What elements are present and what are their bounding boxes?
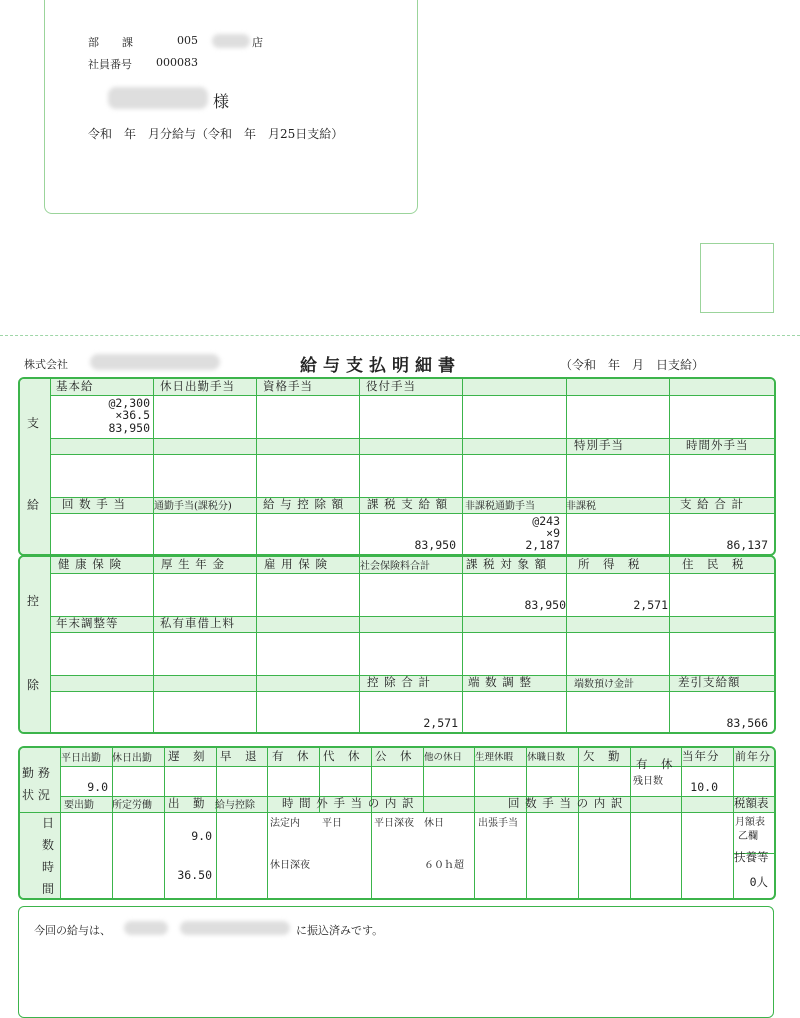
label-paid-remaining: 有 休 <box>636 757 674 771</box>
label-remaining-days: 残日数 <box>633 776 663 787</box>
label-other-holiday: 他の休日 <box>424 752 463 763</box>
payments-side-top: 支 <box>27 416 40 430</box>
remaining-days-value: 10.0 <box>690 780 718 794</box>
label-income-tax: 所 得 税 <box>578 557 641 571</box>
employee-number: 000083 <box>156 56 198 69</box>
label-trip-allowance: 出張手当 <box>478 818 518 829</box>
label-ot-legal: 法定内 <box>270 818 300 829</box>
label-paid-leave: 有 休 <box>272 749 310 763</box>
tax-table-monthly: 月額表 <box>735 817 765 828</box>
commute-amount: 2,187 <box>525 538 560 552</box>
attendance-side-days-2: 数 <box>42 838 55 852</box>
dept-suffix: 店 <box>252 36 263 49</box>
attendance-side-bottom: 状 況 <box>22 788 50 802</box>
label-weekday-work: 平日出勤 <box>61 753 101 764</box>
document-title: 給与支払明細書 <box>300 356 461 376</box>
label-year-end-adjustment: 年末調整等 <box>56 616 119 630</box>
perforation-line <box>0 335 800 336</box>
label-ot-over60: ６０ｈ超 <box>424 860 464 871</box>
income-tax-value: 2,571 <box>633 598 668 612</box>
label-ot-weekday: 平日 <box>322 818 342 829</box>
attendance-side-hours-2: 間 <box>42 882 55 896</box>
dependents-value: 0人 <box>749 875 768 889</box>
redacted-company <box>90 354 220 370</box>
label-qualification: 資格手当 <box>263 379 313 393</box>
label-count-breakdown: 回 数 手 当 の 内 訳 <box>508 796 624 810</box>
label-current-year: 当年分 <box>682 749 720 763</box>
base-formula-hours: ×36.5 <box>115 408 150 422</box>
label-previous-year: 前年分 <box>735 750 771 763</box>
label-pension: 厚 生 年 金 <box>161 557 225 571</box>
attendance-side-top: 勤 務 <box>22 766 50 780</box>
label-attendance: 出 勤 <box>168 796 206 810</box>
attendance-side-hours-1: 時 <box>42 860 55 874</box>
label-net-pay: 差引支給額 <box>678 675 741 689</box>
label-public-holiday: 公 休 <box>375 749 413 763</box>
commute-formula-rate: @243 <box>532 514 560 528</box>
redacted-name <box>108 87 208 109</box>
label-total-pay: 支 給 合 計 <box>680 497 744 511</box>
label-ot-weekday-night: 平日深夜 <box>374 818 414 829</box>
net-pay-value: 83,566 <box>726 716 768 730</box>
label-count-allowance: 回 数 手 当 <box>62 497 126 511</box>
total-pay-amount: 86,137 <box>726 538 768 552</box>
label-absence: 欠 勤 <box>583 749 621 763</box>
dept-label: 部 課 <box>88 36 139 49</box>
commute-formula-days: ×9 <box>546 526 560 540</box>
label-special-allowance: 特別手当 <box>574 438 624 452</box>
label-pay-deduction: 給 与 控 除 額 <box>263 497 345 511</box>
label-late: 遅 刻 <box>168 749 206 763</box>
label-commute-taxable: 通勤手当(課税分) <box>154 501 232 512</box>
taxable-amount-value: 83,950 <box>524 598 566 612</box>
label-car-lease: 私有車借上料 <box>160 616 235 630</box>
label-overtime: 時間外手当 <box>686 438 749 452</box>
label-social-insurance-total: 社会保険料合計 <box>360 561 430 572</box>
redacted-bank <box>124 921 168 935</box>
label-total-deduction: 控 除 合 計 <box>367 675 431 689</box>
label-dependents: 扶養等 <box>734 850 769 864</box>
employee-number-label: 社員番号 <box>88 58 132 71</box>
base-formula-rate: @2,300 <box>108 396 150 410</box>
label-nontax-commute: 非課税通勤手当 <box>465 501 535 512</box>
label-menstrual-leave: 生理休暇 <box>475 752 514 763</box>
taxable-pay-amount: 83,950 <box>414 538 456 552</box>
message-prefix: 今回の給与は、 <box>34 924 111 937</box>
label-ot-holiday: 休日 <box>424 818 444 829</box>
label-leave-days: 休職日数 <box>527 752 566 763</box>
label-pay-deduction-days: 給与控除 <box>215 800 255 811</box>
label-rounding-deposit: 端数預け金計 <box>574 679 634 690</box>
redacted-account <box>180 921 290 935</box>
label-nontaxable: 非課税 <box>566 501 596 512</box>
label-base-pay: 基本給 <box>56 379 94 393</box>
payment-date: （令和 年 月 日支給） <box>560 358 705 372</box>
company-label: 株式会社 <box>24 358 68 371</box>
dept-code: 005 <box>177 34 198 47</box>
deductions-section <box>18 555 776 734</box>
label-early-leave: 早 退 <box>220 749 258 763</box>
tax-table-column: 乙欄 <box>738 831 758 842</box>
work-days-value: 9.0 <box>191 829 212 843</box>
label-position: 役付手当 <box>366 379 416 393</box>
label-ot-holiday-night: 休日深夜 <box>270 860 310 871</box>
label-resident-tax: 住 民 税 <box>682 557 745 571</box>
label-employment-insurance: 雇 用 保 険 <box>264 557 328 571</box>
label-taxable-pay: 課 税 支 給 額 <box>367 497 449 511</box>
base-pay-amount: 83,950 <box>108 421 150 435</box>
deductions-side-bottom: 除 <box>27 678 40 692</box>
label-tax-table: 税額表 <box>734 796 769 810</box>
label-compensatory: 代 休 <box>323 749 361 763</box>
label-holiday-work-days: 休日出勤 <box>112 753 152 764</box>
deductions-side-top: 控 <box>27 594 40 608</box>
message-suffix: に振込済みです。 <box>296 924 384 937</box>
label-holiday-work: 休日出勤手当 <box>160 379 235 393</box>
redacted-branch <box>212 34 250 48</box>
total-deduction-value: 2,571 <box>423 716 458 730</box>
label-taxable-amount: 課 税 対 象 額 <box>466 557 548 571</box>
label-overtime-breakdown: 時 間 外 手 当 の 内 訳 <box>282 796 415 810</box>
label-rounding-adjustment: 端 数 調 整 <box>468 675 532 689</box>
label-required-work: 要出勤 <box>64 800 94 811</box>
work-hours-value: 36.50 <box>177 868 212 882</box>
pay-period-line: 令和 年 月分給与（令和 年 月25日支給） <box>88 127 344 141</box>
label-health-insurance: 健 康 保 険 <box>58 557 122 571</box>
payments-side-bottom: 給 <box>27 498 40 512</box>
address-card <box>44 0 418 214</box>
stamp-box <box>700 243 774 313</box>
honorific: 様 <box>213 92 230 111</box>
attendance-side-days-1: 日 <box>42 816 55 830</box>
label-scheduled-labor: 所定労働 <box>112 800 152 811</box>
weekday-work-value: 9.0 <box>87 780 108 794</box>
